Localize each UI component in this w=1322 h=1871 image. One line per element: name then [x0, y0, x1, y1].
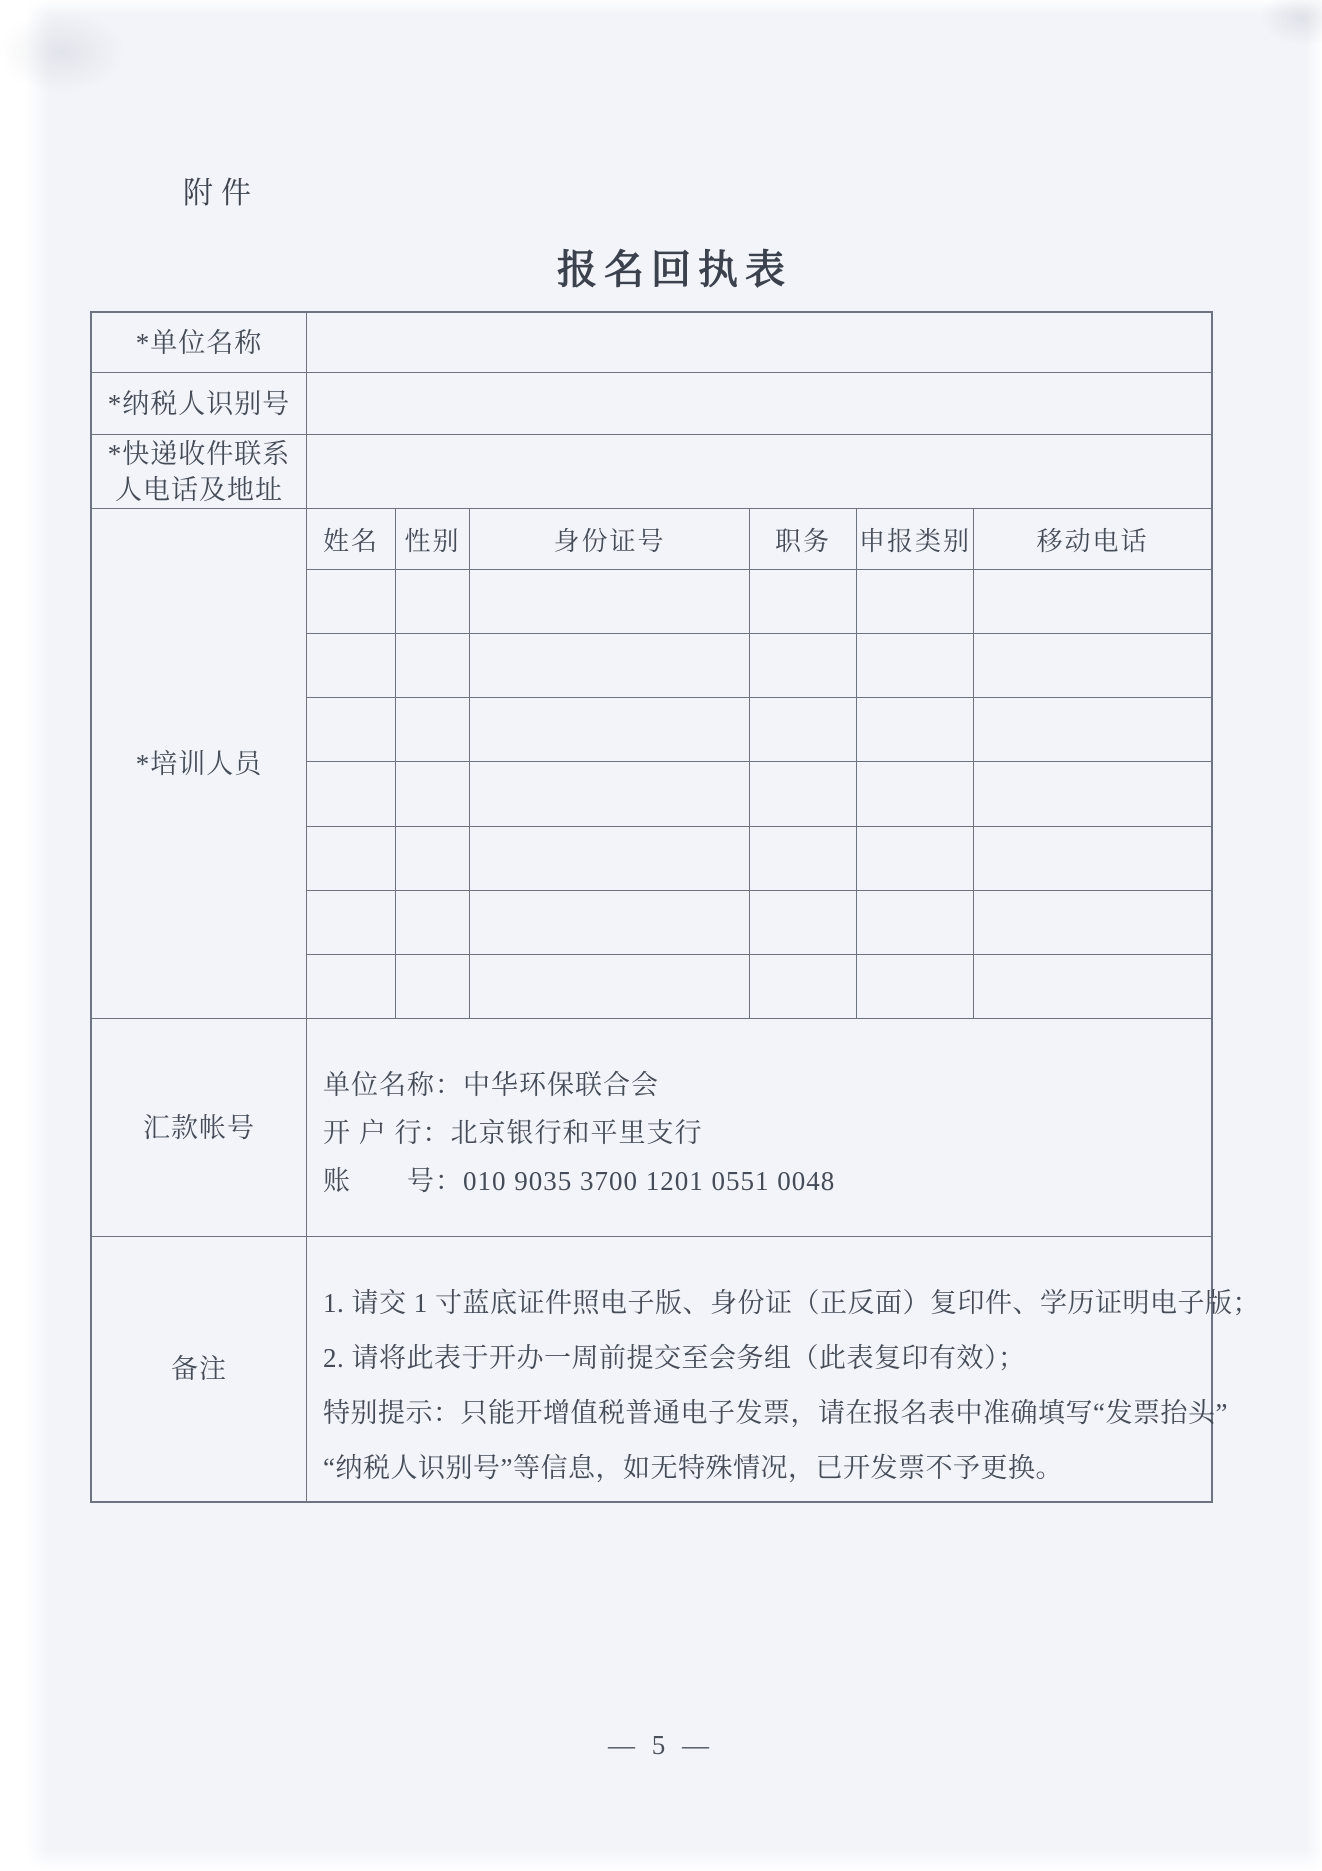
personnel-cell [750, 762, 857, 825]
personnel-cell [470, 827, 750, 890]
personnel-cell [974, 634, 1211, 697]
personnel-cell [396, 955, 470, 1018]
personnel-cell [857, 762, 974, 825]
attachment-label: 附件 [183, 177, 259, 210]
remittance-details [307, 1019, 1211, 1236]
training-personnel-label: *培训人员 [92, 509, 307, 1018]
row-unit-name [92, 313, 1211, 373]
personnel-cell [857, 570, 974, 633]
courier-contact-label-line2: 人电话及地址 [115, 474, 283, 505]
remarks-details [307, 1237, 1272, 1501]
unit-name-label: *单位名称 [92, 313, 307, 372]
row-taxpayer-id [92, 373, 1211, 435]
remittance-account-number-line: 账 号：010 9035 3700 1201 0551 0048 [323, 1166, 836, 1196]
personnel-cell [974, 762, 1211, 825]
column-header-name: 姓名 [307, 509, 396, 569]
personnel-cell [974, 891, 1211, 954]
personnel-cell [750, 698, 857, 761]
taxpayer-id-value-cell [307, 373, 1211, 434]
personnel-cell [307, 698, 396, 761]
personnel-empty-row [307, 891, 1211, 955]
taxpayer-id-label: *纳税人识别号 [92, 373, 307, 434]
column-header-gender: 性别 [396, 509, 470, 569]
personnel-cell [396, 634, 470, 697]
personnel-cell [470, 634, 750, 697]
row-training-personnel [92, 509, 1211, 1019]
remark-line-1: 1. 请交 1 寸蓝底证件照电子版、身份证（正反面）复印件、学历证明电子版； [323, 1288, 1260, 1318]
personnel-cell [396, 762, 470, 825]
personnel-empty-row [307, 762, 1211, 826]
personnel-cell [307, 570, 396, 633]
personnel-empty-row [307, 570, 1211, 634]
remittance-unit-name-line: 单位名称：中华环保联合会 [323, 1070, 659, 1100]
courier-contact-label-line1: *快递收件联系 [107, 438, 291, 469]
column-header-position: 职务 [750, 509, 857, 569]
row-remarks [92, 1237, 1260, 1501]
personnel-cell [307, 762, 396, 825]
column-header-id-number: 身份证号 [470, 509, 750, 569]
personnel-empty-row [307, 634, 1211, 698]
personnel-header-row [307, 509, 1211, 570]
personnel-cell [470, 698, 750, 761]
personnel-cell [396, 827, 470, 890]
remarks-label: 备注 [92, 1237, 307, 1501]
personnel-cell [396, 698, 470, 761]
personnel-empty-row [307, 827, 1211, 891]
personnel-cell [750, 570, 857, 633]
personnel-cell [307, 634, 396, 697]
personnel-cell [857, 634, 974, 697]
personnel-cell [470, 891, 750, 954]
personnel-cell [750, 891, 857, 954]
column-header-category: 申报类别 [857, 509, 974, 569]
personnel-empty-row [307, 955, 1211, 1018]
personnel-cell [396, 570, 470, 633]
remittance-bank-line: 开 户 行：北京银行和平里支行 [323, 1118, 703, 1148]
personnel-cell [470, 955, 750, 1018]
personnel-empty-row [307, 698, 1211, 762]
unit-name-value-cell [307, 313, 1211, 372]
column-header-mobile: 移动电话 [1036, 526, 1149, 556]
personnel-cell [857, 698, 974, 761]
page-number: — 5 — [608, 1730, 714, 1760]
courier-contact-value-cell [307, 435, 1211, 508]
personnel-cell [470, 762, 750, 825]
remark-line-4: “纳税人识别号”等信息，如无特殊情况，已开发票不予更换。 [323, 1453, 1063, 1483]
personnel-cell [974, 570, 1211, 633]
personnel-cell [750, 955, 857, 1018]
row-remittance-account [92, 1019, 1211, 1237]
courier-contact-label [92, 435, 307, 508]
personnel-cell [974, 698, 1211, 761]
remark-line-3: 特别提示：只能开增值税普通电子发票，请在报名表中准确填写“发票抬头” [323, 1398, 1228, 1428]
personnel-cell [857, 955, 974, 1018]
personnel-cell [857, 827, 974, 890]
personnel-cell [857, 891, 974, 954]
personnel-cell [750, 827, 857, 890]
personnel-cell [396, 891, 470, 954]
personnel-sub-table [307, 509, 1211, 1018]
page-title: 报名回执表 [557, 248, 792, 292]
remittance-label: 汇款帐号 [92, 1019, 307, 1236]
personnel-cell [974, 955, 1211, 1018]
registration-form-table [90, 311, 1260, 1503]
personnel-cell [307, 891, 396, 954]
row-courier-contact [92, 435, 1211, 509]
personnel-cell [307, 955, 396, 1018]
personnel-cell [750, 634, 857, 697]
personnel-cell [307, 827, 396, 890]
personnel-cell [470, 570, 750, 633]
personnel-cell [974, 827, 1211, 890]
remark-line-2: 2. 请将此表于开办一周前提交至会务组（此表复印有效）； [323, 1343, 1026, 1373]
